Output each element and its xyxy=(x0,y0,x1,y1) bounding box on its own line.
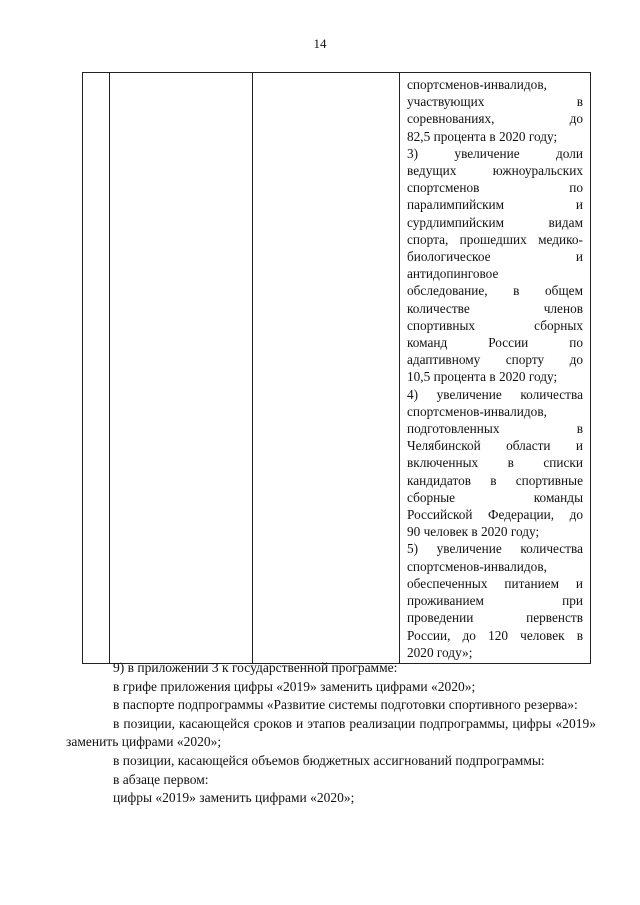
table-cell-line: антидопинговое xyxy=(407,266,499,282)
table-cell-number xyxy=(83,73,110,664)
table-cell-line: участвующих в xyxy=(407,94,583,110)
table-cell-line: 2020 году»; xyxy=(407,644,473,660)
table-cell-line: сурдлимпийским видам xyxy=(407,214,583,230)
paragraph: в абзаце первом: xyxy=(113,771,209,787)
table-cell-line: 10,5 процента в 2020 году; xyxy=(407,369,558,385)
table-cell-line: обеспеченных питанием и xyxy=(407,575,583,591)
table-cell-line: проведении первенств xyxy=(407,610,583,626)
table-cell-line: 4) увеличение количества xyxy=(407,386,583,402)
paragraph: в паспорте подпрограммы «Развитие системы подготовки спортивного резерва»: xyxy=(113,697,578,713)
table-cell-line: команд России по xyxy=(407,335,583,351)
table-cell-line: обследование, в общем xyxy=(407,283,583,299)
table-cell-line: проживанием при xyxy=(407,593,583,609)
table-cell-line: 3) увеличение доли xyxy=(407,145,583,161)
table-row xyxy=(83,73,591,664)
table-cell-line: России, до 120 человек в xyxy=(407,627,583,643)
table-cell-line: 5) увеличение количества xyxy=(407,541,583,557)
table-cell-line: биологическое и xyxy=(407,249,583,265)
table-cell-description xyxy=(253,73,400,664)
table-cell-line: 82,5 процента в 2020 году; xyxy=(407,128,558,144)
table-cell-name xyxy=(110,73,253,664)
table-cell-line: Российской Федерации, до xyxy=(407,507,583,523)
table-cell-line: спортсменов-инвалидов, xyxy=(407,558,547,574)
table-cell-line: адаптивному спорту до xyxy=(407,352,583,368)
table-cell-line: спортивных сборных xyxy=(407,317,583,333)
table-cell-line: кандидатов в спортивные xyxy=(407,472,583,488)
table-cell-line: паралимпийским и xyxy=(407,197,583,213)
table-cell-line: спортсменов-инвалидов, xyxy=(407,403,547,419)
paragraph: в позиции, касающейся сроков и этапов реализации подпрограммы, цифры «2019» заменить цифрами «2020»; xyxy=(66,715,596,750)
table-cell-line: подготовленных в xyxy=(407,421,583,437)
table-cell-indicators xyxy=(400,73,591,664)
table-cell-line: 90 человек в 2020 году; xyxy=(407,524,540,540)
table-cell-line: спорта, прошедших медико- xyxy=(407,231,583,247)
paragraph: в позиции, касающейся объемов бюджетных ассигнований подпрограммы: xyxy=(113,752,545,768)
table-cell-line: сборные команды xyxy=(407,489,583,505)
table-cell-line: соревнованиях, до xyxy=(407,111,583,127)
paragraph: в грифе приложения цифры «2019» заменить цифрами «2020»; xyxy=(113,678,476,694)
paragraph: 9) в приложении 3 к государственной программе: xyxy=(113,660,398,675)
body-text xyxy=(66,659,596,808)
paragraph: цифры «2019» заменить цифрами «2020»; xyxy=(113,790,355,806)
table-cell-line: включенных в списки xyxy=(407,455,583,471)
table-cell-line: ведущих южноуральских xyxy=(407,163,583,179)
table-cell-line: количестве членов xyxy=(407,300,583,316)
table-cell-line: Челябинской области и xyxy=(407,438,583,454)
indicators-text xyxy=(400,73,590,663)
table-cell-line: спортсменов по xyxy=(407,180,583,196)
table-cell-line: спортсменов-инвалидов, xyxy=(407,77,547,92)
program-table xyxy=(82,72,591,664)
page-number: 14 xyxy=(313,36,327,51)
